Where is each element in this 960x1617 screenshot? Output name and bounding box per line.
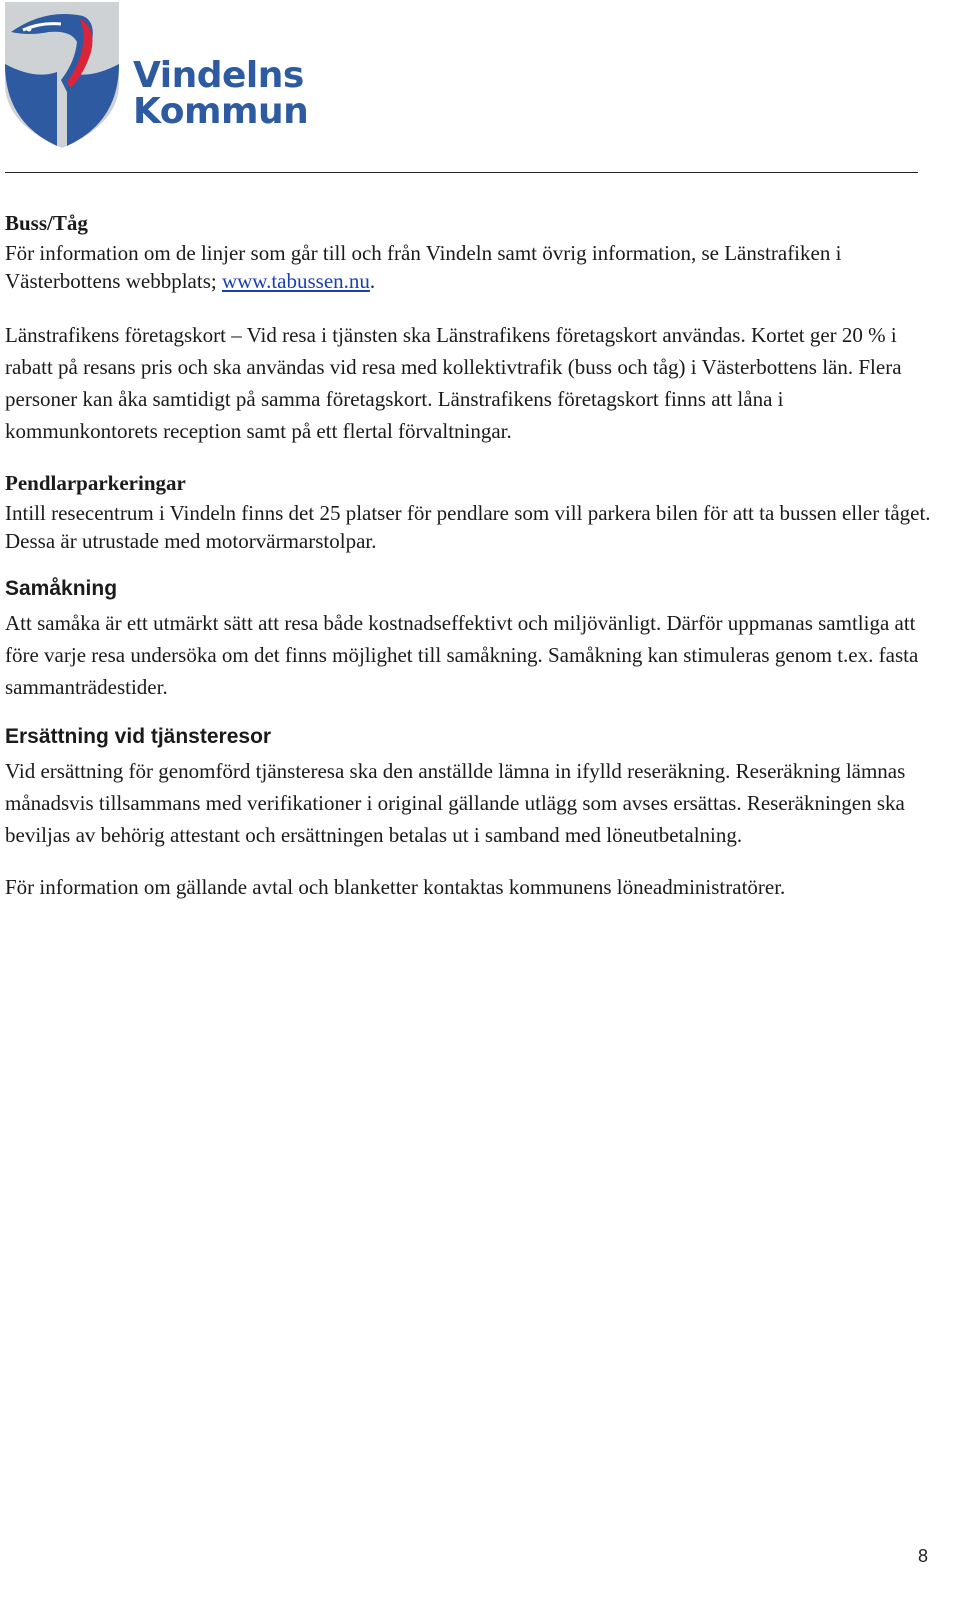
buss-intro-suffix: .: [369, 269, 376, 293]
logo-line-1: Vindelns: [133, 55, 304, 96]
ersattning-body-paragraph: Vid ersättning för genomförd tjänsteresa ska den anställde lämna in ifylld reseräkning. Reseräkning lämnas månadsvis tillsammans med verifikationer i original gällande utlägg som avses ersättas. Reseräkningen ska beviljas av behörig attestant och ersättningen betalas ut i samband med löneutbetalning.: [5, 759, 906, 847]
heading-samakning: Samåkning: [5, 577, 118, 600]
coat-of-arms-icon: [5, 2, 119, 148]
buss-intro-text: För information om de linjer som går till och från Vindeln samt övrig information, se Länstrafiken i Västerbottens webbplats;: [5, 241, 842, 293]
ersattning-footer-paragraph: För information om gällande avtal och blanketter kontaktas kommunens löneadministratörer.: [5, 875, 786, 899]
heading-buss-tag: Buss/Tåg: [5, 211, 88, 235]
header-divider: [5, 172, 918, 173]
samakning-body-paragraph: Att samåka är ett utmärkt sätt att resa både kostnadseffektivt och miljövänligt. Därför uppmanas samtliga att före varje resa undersöka om det finns möjlighet till samåkning. Samåkning kan stimuleras genom t.ex. fasta sammanträdestider.: [5, 611, 919, 699]
vindelns-kommun-logo: [5, 2, 315, 148]
buss-intro-paragraph: [5, 239, 935, 295]
pendlar-body-paragraph: Intill resecentrum i Vindeln finns det 25 platser för pendlare som vill parkera bilen för att ta bussen eller tåget. Dessa är utrustade med motorvärmarstolpar.: [5, 501, 931, 553]
heading-ersattning: Ersättning vid tjänsteresor: [5, 725, 272, 748]
buss-body-paragraph: Länstrafikens företagskort – Vid resa i tjänsten ska Länstrafikens företagskort användas. Kortet ger 20 % i rabatt på resans pris och ska användas vid resa med kollektivtrafik (buss och tåg) i Västerbottens län. Flera personer kan åka samtidigt på samma företagskort. Länstrafikens företagskort finns att låna i kommunkontorets reception samt på ett flertal förvaltningar.: [5, 323, 902, 443]
logo-line-2: Kommun: [133, 91, 309, 132]
heading-pendlarparkeringar: Pendlarparkeringar: [5, 471, 186, 495]
document-body: [5, 207, 935, 903]
page-number: 8: [917, 1546, 928, 1566]
logo-wordmark: [133, 55, 309, 132]
tabussen-link[interactable]: www.tabussen.nu: [221, 269, 370, 293]
